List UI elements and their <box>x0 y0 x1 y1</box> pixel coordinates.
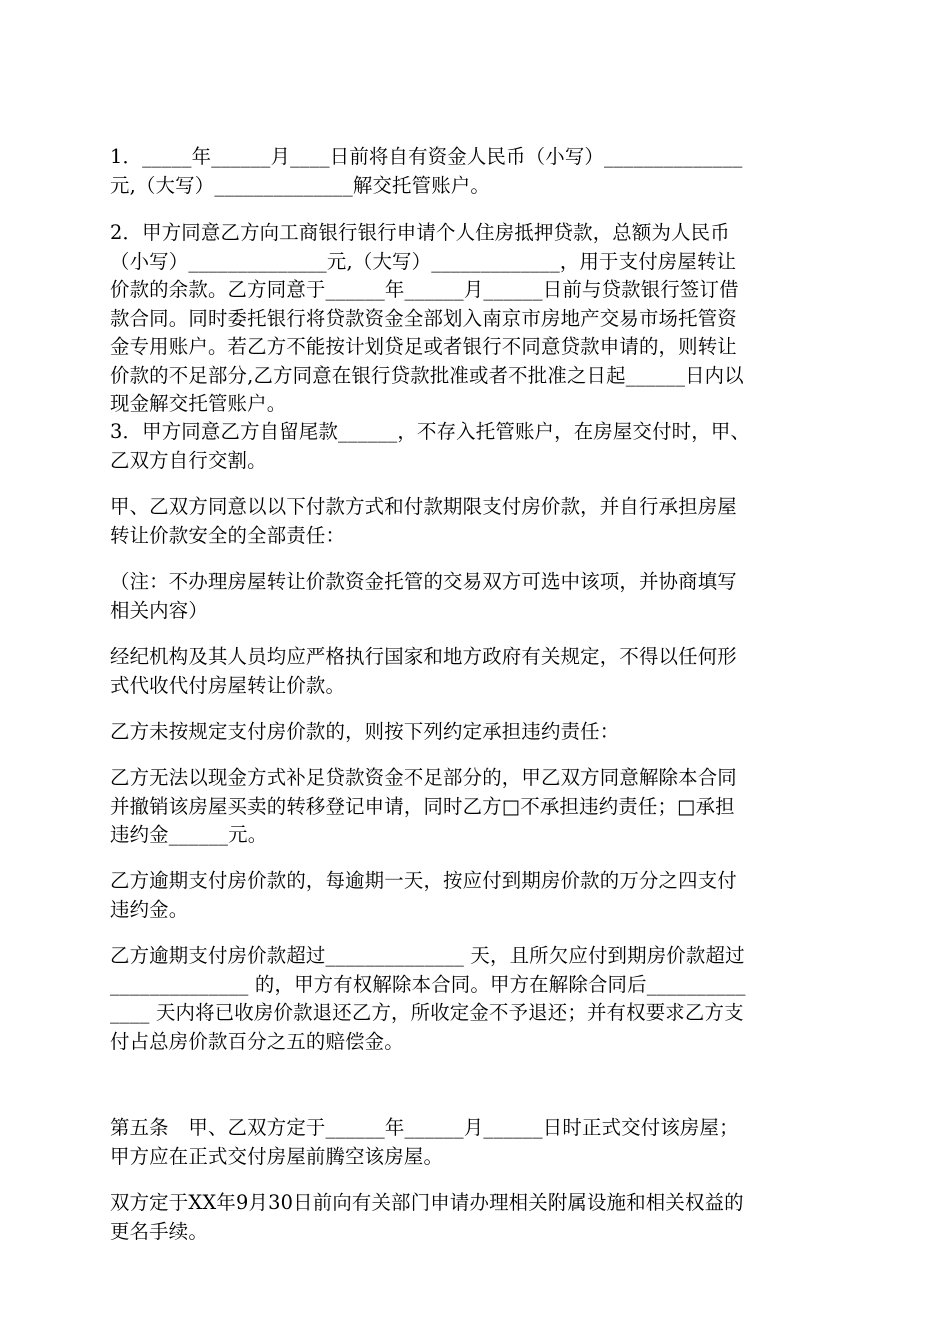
text-line: 相关内容） <box>110 598 208 622</box>
contract-termination-paragraph <box>110 942 842 1056</box>
agency-rules-paragraph <box>110 643 842 700</box>
text-line: 更名手续。 <box>110 1219 208 1243</box>
text-line: 第五条 甲、乙双方定于______年______月______日时正式交付该房屋； <box>110 1116 739 1139</box>
text-line: 违约金______元。 <box>110 823 268 846</box>
note-paragraph <box>110 568 842 625</box>
late-payment-penalty-paragraph <box>110 867 842 924</box>
text-line: ____ 天内将已收房价款退还乙方，所收定金不予退还；并有权要求乙方支 <box>110 1001 744 1024</box>
text-line: 金专用账户。若乙方不能按计划贷足或者银行不同意贷款申请的，则转让 <box>110 335 737 358</box>
text-line: 付占总房价款百分之五的赔偿金。 <box>110 1029 404 1053</box>
text-line: 款合同。同时委托银行将贷款资金全部划入南京市房地产交易市场托管资 <box>110 306 737 330</box>
text-line: 现金解交托管账户。 <box>110 392 287 415</box>
text-line: （注：不办理房屋转让价款资金托管的交易双方可选中该项，并协商填写 <box>110 570 737 593</box>
name-change-procedure-paragraph <box>110 1189 842 1246</box>
text-line: 乙双方自行交割。 <box>110 448 267 472</box>
text-line: 经纪机构及其人员均应严格执行国家和地方政府有关规定，不得以任何形 <box>110 645 737 668</box>
text-line: 违约金。 <box>110 897 189 921</box>
article-5-delivery <box>110 1114 842 1171</box>
text-line: 1．_____年______月____日前将自有资金人民币（小写）______________ <box>110 145 743 168</box>
text-line: 元,（大写）______________解交托管账户。 <box>110 173 490 197</box>
text-line: 双方定于XX年9月30日前向有关部门申请办理相关附属设施和相关权益的 <box>110 1191 744 1214</box>
text-line: ______________ 的，甲方有权解除本合同。甲方在解除合同后__________ <box>110 972 746 996</box>
text-line: 乙方未按规定支付房价款的，则按下列约定承担违约责任： <box>110 720 620 743</box>
text-line: 乙方逾期支付房价款的，每逾期一天，按应付到期房价款的万分之四支付 <box>110 869 737 892</box>
text-line: 2．甲方同意乙方向工商银行银行申请个人住房抵押贷款，总额为人民币 <box>110 221 730 244</box>
text-line: 转让价款安全的全部责任： <box>110 523 346 547</box>
text-line: 价款的不足部分,乙方同意在银行贷款批准或者不批准之日起______日内以 <box>110 363 744 387</box>
text-line: 甲方应在正式交付房屋前腾空该房屋。 <box>110 1144 444 1168</box>
clause-2-mortgage-loan <box>110 219 842 419</box>
payment-responsibility-paragraph <box>110 493 842 550</box>
text-line: 并撤销该房屋买卖的转移登记申请，同时乙方□不承担违约责任；□承担 <box>110 794 735 818</box>
text-line: （小写）______________元,（大写）_____________，用于支付房屋转让 <box>110 249 737 273</box>
clause-3-retained-balance <box>110 418 842 475</box>
text-line: 价款的余款。乙方同意于______年______月______日前与贷款银行签订借 <box>110 278 739 301</box>
clause-1-own-funds <box>110 143 842 200</box>
text-line: 式代收代付房屋转让价款。 <box>110 673 346 697</box>
text-line: 乙方逾期支付房价款超过______________ 天，且所欠应付到期房价款超过 <box>110 944 745 967</box>
text-line: 乙方无法以现金方式补足贷款资金不足部分的，甲乙双方同意解除本合同 <box>110 766 737 789</box>
text-line: 甲、乙双方同意以以下付款方式和付款期限支付房价款，并自行承担房屋 <box>110 495 737 518</box>
default-liability-heading <box>110 718 842 747</box>
text-line: 3．甲方同意乙方自留尾款______，不存入托管账户，在房屋交付时，甲、 <box>110 420 751 443</box>
loan-shortfall-paragraph <box>110 764 842 850</box>
